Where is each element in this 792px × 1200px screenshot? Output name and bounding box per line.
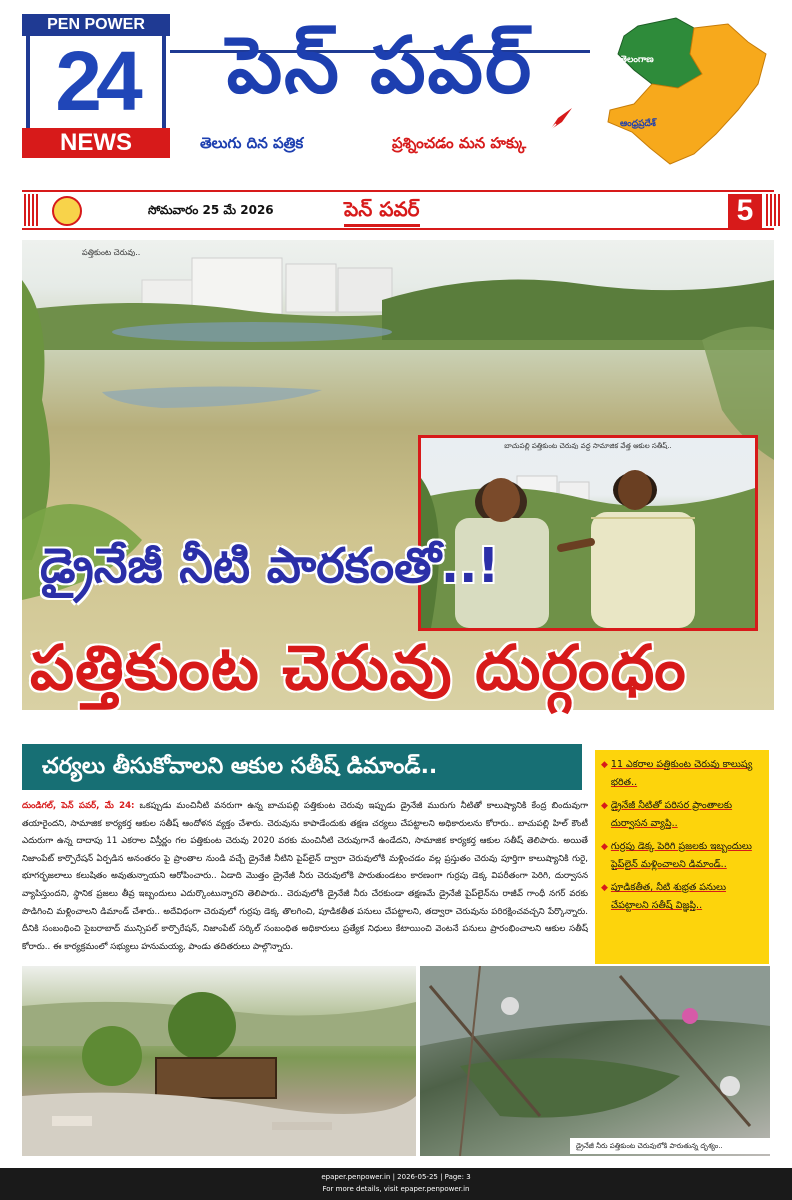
logo-number: 24 — [55, 34, 137, 128]
debris-lake-photo — [22, 966, 416, 1156]
highlight-text: డ్రైనేజీ నీటితో పరిసర ప్రాంతాలకు దుర్వాసన వ్యాప్తి.. — [610, 800, 733, 829]
strip-badge-logo — [52, 196, 82, 226]
newspaper-title-text: పెన్ పవర్ — [226, 21, 534, 111]
article-body — [22, 798, 588, 958]
drain-water-photo — [420, 966, 770, 1156]
highlight-item — [601, 838, 763, 874]
highlight-item — [601, 756, 763, 792]
penpower-24-news-logo — [22, 14, 170, 154]
date-strip — [22, 190, 774, 230]
headline-line-2: పత్తికుంట చెరువు దుర్గంధం — [30, 631, 687, 704]
main-photo-caption: పత్తికుంట చెరువు.. — [82, 248, 141, 257]
highlight-text: పూడికతీత, నీటి శుభ్రత పనులు చేపట్టాలని సతీష్ విజ్ఞప్తి.. — [610, 882, 727, 911]
logo-top-label: PEN POWER — [22, 14, 170, 36]
masthead — [0, 0, 792, 186]
headline-line-1: డ్రైనేజీ నీటి పారకంతో..! — [40, 538, 500, 594]
newspaper-tagline-right: ప్రశ్నించడం మన హక్కు — [392, 134, 527, 152]
subheadline-band — [22, 744, 582, 790]
page-number: 5 — [728, 194, 762, 228]
subheadline-text: చర్యలు తీసుకోవాలని ఆకుల సతీష్ డిమాండ్.. — [42, 754, 438, 779]
bullet-icon: ◆ — [601, 760, 608, 770]
highlight-item — [601, 797, 763, 833]
logo-bottom-label: NEWS — [22, 128, 170, 158]
highlight-text: గుర్రపు డెక్క పెరిగి ప్రజలకు ఇబ్బందులు పైప్‌లైన్ మళ్లించాలని డిమాండ్.. — [610, 841, 752, 870]
newspaper-title — [170, 16, 590, 126]
bullet-icon: ◆ — [601, 842, 608, 852]
bullet-icon: ◆ — [601, 883, 608, 893]
pen-nib-icon — [548, 106, 574, 132]
footer-line-1: epaper.penpower.in | 2026-05-25 | Page: 3 — [321, 1173, 471, 1181]
article-dateline: దుండిగల్, పెన్ పవర్, మే 24: — [22, 801, 135, 811]
inset-scene-illustration — [421, 438, 755, 628]
edition-date: సోమవారం 25 మే 2026 — [148, 203, 274, 217]
debris-scene-illustration — [22, 966, 416, 1156]
highlights-box — [595, 750, 769, 964]
highlight-item — [601, 879, 763, 915]
map-label-andhra: ఆంధ్రప్రదేశ్ — [620, 119, 656, 129]
article-text: ఒకప్పుడు మంచినీటి వనరుగా ఉన్న బాచుపల్లి పత్తికుంట చెరువు ఇప్పుడు డ్రైనేజీ మురుగు నీటితో కాలుష్యానికి కేంద్ర బిందువుగా తయారైందని, సామాజిక కార్యకర్త ఆకుల సతీష్ ఆందోళన వ్యక్తం చేశారు. చెరువును కాపాడేందుకు తక్షణ చర్యలు చేపట్టాలని అధికారులను కోరారు.. బాచుపల్లి హిల్ కౌంటీ ఎదురుగా ఉన్న దాదాపు 11 ఎకరాల విస్తీర్ణం గల పత్తికుంట చెరువు 2020 వరకు మంచినీటి చెరువుగానే ఉండేదని, సామాజిక కార్యకర్త ఆకుల సతీష్ తెలిపారు. అయితే నిజాంపేట్ కార్పొరేషన్ ఏర్పడిన అనంతరం పై ప్రాంతాల నుండి వచ్చే డ్రైనేజీ నీటిని పైప్‌లైన్ ద్వారా చెరువులోకి మళ్లించడం వల్ల ప్రస్తుతం చెరువు పూర్తిగా కాలుష్యానికి గురై, భూగర్భజలాలు కలుషితం అవుతున్నాయని ఆరోపించారు.. ఏడాది మొత్తం డ్రైనేజీ నీరు చెరువులోకి పారుతుండటం కారణంగా గుర్రపు డెక్క విపరీతంగా పెరిగి, దుర్వాసన వ్యాపిస్తుందని, స్థానిక ప్రజలు తీవ్ర ఇబ్బందులు ఎదుర్కొంటున్నారని తెలిపారు.. చెరువులోకి డ్రైనేజీ నీరు చేరకుండా తక్షణమే డ్రైనేజీ పైప్‌లైన్‌ను రాజీవ్ గాంధీ నగర్ వరకు పొడిగించి మళ్లించాలని డిమాండ్ చేశారు.. అదేవిధంగా చెరువులో గుర్రపు డెక్క తొలగించి, పూడికతీత పనులు చేపట్టాలని, తద్వారా చెరువును పరిరక్షించవచ్చని పేర్కొన్నారు. దీనికి సంబంధించి సైబరాబాద్ మున్సిపల్ కార్పొరేషన్, నిజాంపేట్ సర్కిల్ సంబంధిత అధికారులు ప్రత్యేక నిధులు కేటాయించి వెంటనే పనులు ప్రారంభించాలని ఆకుల సతీష్ కోరారు.. ఈ కార్యక్రమంలో సభ్యులు హనుమయ్య, పాండు తదితరులు పాల్గొన్నారు. — [22, 801, 588, 952]
page-section-name: పెన్ పవర్ — [344, 194, 420, 227]
strip-right-stripes — [766, 194, 780, 226]
bullet-icon: ◆ — [601, 801, 608, 811]
inset-photo-caption: బాచుపల్లి పత్తికుంట చెరువు వద్ద సామాజిక వేత్త ఆకుల సతీష్.. — [504, 442, 672, 450]
newspaper-tagline-left: తెలుగు దిన పత్రిక — [200, 134, 304, 152]
logo-number-frame — [26, 34, 166, 128]
drain-scene-illustration — [420, 966, 770, 1156]
bottom-photo-caption: డ్రైనేజీ నీరు పత్తికుంట చెరువులోకి పారుతున్న దృశ్యం.. — [570, 1138, 770, 1154]
highlight-text: 11 ఎకరాల పత్తికుంట చెరువు కాలుష్య భరిత.. — [610, 759, 753, 788]
map-label-telangana: తెలంగాణ — [620, 55, 654, 65]
strip-left-stripes — [24, 194, 38, 226]
footer-link[interactable]: For more details, visit epaper.penpower.in — [322, 1185, 470, 1193]
inset-photo-people — [418, 435, 758, 631]
page-footer — [0, 1168, 792, 1200]
telugu-states-map-icon — [598, 14, 776, 172]
